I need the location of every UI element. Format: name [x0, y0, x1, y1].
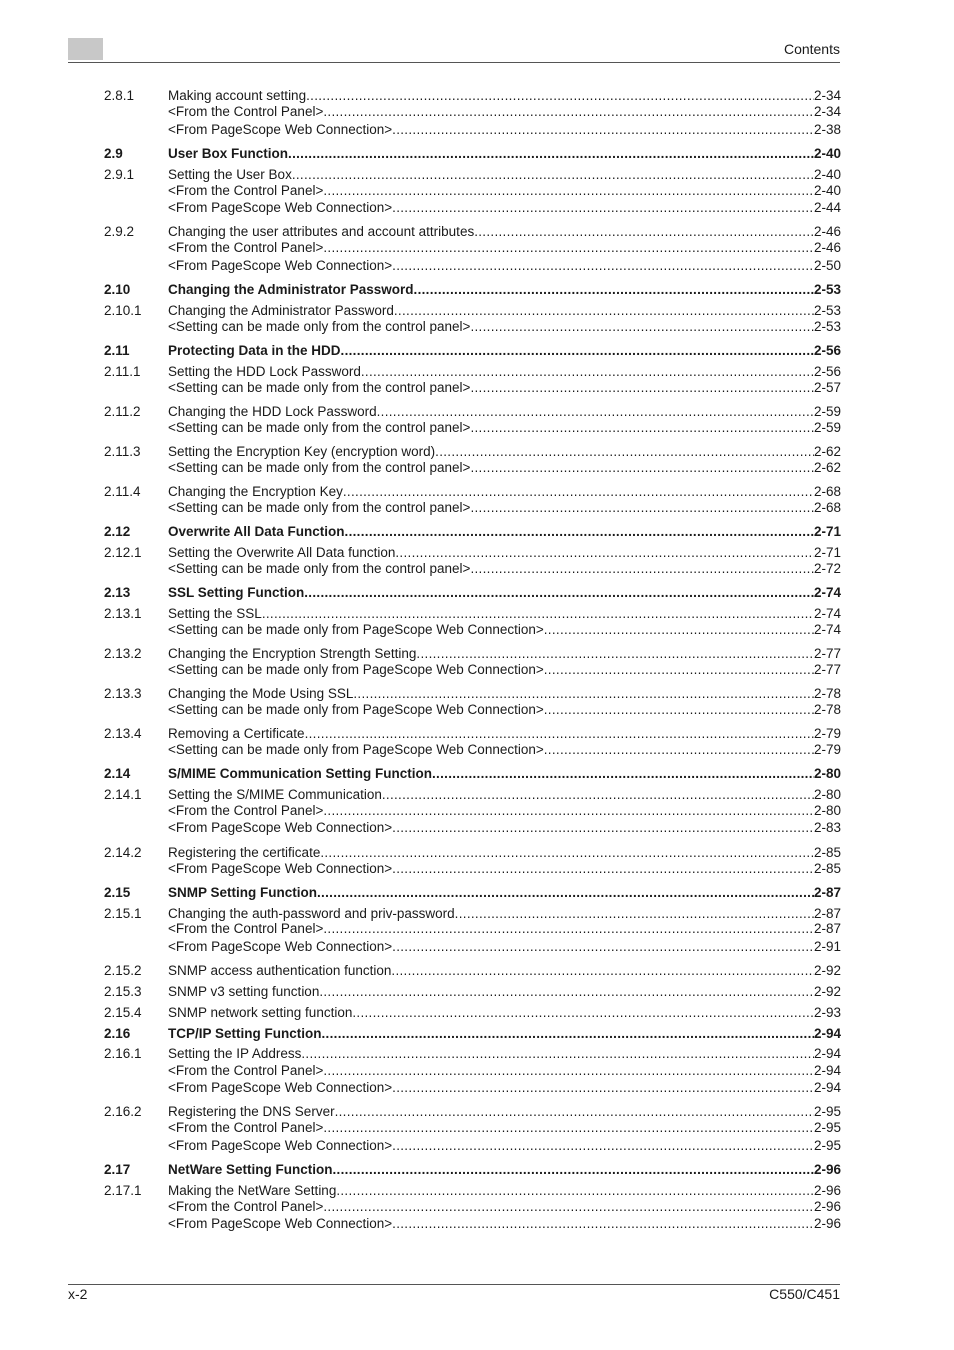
toc-entry-title: <From the Control Panel> [168, 1063, 324, 1078]
dot-leader [474, 224, 814, 240]
toc-entry-number: 2.10.1 [104, 303, 142, 318]
toc-entry-title: Changing the auth-password and priv-password [168, 906, 455, 921]
toc-entry-page: 2-80 [813, 803, 841, 818]
toc-entry-title: <From the Control Panel> [168, 803, 324, 818]
dot-leader [470, 319, 814, 335]
toc-entry-number: 2.16.2 [104, 1104, 142, 1119]
toc-entry-page: 2-92 [813, 963, 841, 978]
toc-entry-page: 2-94 [813, 1046, 841, 1061]
toc-entry-number: 2.13 [104, 585, 131, 600]
toc-entry-page: 2-56 [813, 364, 841, 379]
dot-leader [345, 524, 814, 540]
toc-entry-page: 2-95 [813, 1138, 841, 1153]
toc-entry-page: 2-94 [813, 1026, 841, 1041]
toc-entry-title: SNMP Setting Function [168, 885, 317, 900]
toc-entry-title: <Setting can be made only from PageScope Web Connection> [168, 702, 544, 717]
toc-entry-page: 2-87 [813, 885, 841, 900]
dot-leader [361, 364, 814, 380]
toc-entry[interactable] [104, 561, 841, 577]
toc-entry[interactable] [104, 921, 841, 937]
toc-entry[interactable] [104, 88, 841, 104]
toc-entry[interactable] [104, 820, 841, 836]
toc-entry-title: <From PageScope Web Connection> [168, 122, 393, 137]
toc-entry[interactable] [104, 845, 841, 861]
dot-leader [470, 420, 814, 436]
toc-entry[interactable] [104, 240, 841, 256]
toc-entry[interactable] [104, 906, 841, 922]
dot-leader [353, 686, 814, 702]
toc-entry-title: Removing a Certificate [168, 726, 305, 741]
toc-entry[interactable] [104, 104, 841, 120]
toc-entry-title: <From PageScope Web Connection> [168, 820, 393, 835]
dot-leader [377, 404, 814, 420]
dot-leader [544, 742, 814, 758]
toc-entry[interactable] [104, 500, 841, 516]
dot-leader [323, 1199, 814, 1215]
toc-entry-page: 2-74 [813, 585, 841, 600]
toc-entry-number: 2.8.1 [104, 88, 135, 103]
toc-entry[interactable] [104, 1216, 841, 1232]
toc-entry-title: Making the NetWare Setting [168, 1183, 337, 1198]
dot-leader [304, 585, 814, 601]
toc-entry-title: <From PageScope Web Connection> [168, 258, 393, 273]
toc-entry[interactable] [104, 420, 841, 436]
toc-entry-title: Setting the SSL [168, 606, 262, 621]
toc-entry[interactable] [104, 585, 841, 601]
dot-leader [262, 606, 814, 622]
toc-entry[interactable] [104, 1080, 841, 1096]
dot-leader [352, 1005, 814, 1021]
toc-entry-page: 2-85 [813, 861, 841, 876]
toc-entry-page: 2-40 [813, 167, 841, 182]
toc-entry-number: 2.15.1 [104, 906, 142, 921]
toc-entry-title: SNMP network setting function [168, 1005, 353, 1020]
toc-entry-number: 2.16.1 [104, 1046, 142, 1061]
toc-entry[interactable] [104, 1138, 841, 1154]
toc-entry-page: 2-92 [813, 984, 841, 999]
toc-entry-page: 2-71 [813, 545, 841, 560]
dot-leader [323, 1063, 814, 1079]
dot-leader [391, 963, 814, 979]
toc-entry-page: 2-95 [813, 1120, 841, 1135]
toc-entry-page: 2-80 [813, 787, 841, 802]
dot-leader [470, 460, 814, 476]
dot-leader [392, 820, 814, 836]
toc-entry[interactable] [104, 1005, 841, 1021]
toc-entry[interactable] [104, 258, 841, 274]
toc-entry-title: <Setting can be made only from the control panel> [168, 319, 471, 334]
toc-entry-page: 2-91 [813, 939, 841, 954]
dot-leader [392, 939, 814, 955]
toc-entry-title: <From the Control Panel> [168, 921, 324, 936]
dot-leader [333, 1162, 814, 1178]
toc-entry-number: 2.15.3 [104, 984, 142, 999]
toc-entry-number: 2.14 [104, 766, 131, 781]
toc-entry-title: <Setting can be made only from the control panel> [168, 420, 471, 435]
toc-entry[interactable] [104, 1026, 841, 1042]
toc-entry-page: 2-80 [813, 766, 841, 781]
toc-entry-page: 2-79 [813, 742, 841, 757]
toc-entry[interactable] [104, 146, 841, 162]
toc-entry[interactable] [104, 803, 841, 819]
toc-entry[interactable] [104, 545, 841, 561]
dot-leader [392, 122, 814, 138]
toc-entry[interactable] [104, 963, 841, 979]
toc-entry-page: 2-83 [813, 820, 841, 835]
toc-entry[interactable] [104, 662, 841, 678]
dot-leader [292, 167, 814, 183]
toc-entry[interactable] [104, 885, 841, 901]
toc-entry[interactable] [104, 524, 841, 540]
toc-entry-page: 2-38 [813, 122, 841, 137]
toc-entry-page: 2-78 [813, 686, 841, 701]
toc-entry[interactable] [104, 303, 841, 319]
toc-entry-number: 2.11.3 [104, 444, 141, 459]
toc-entry[interactable] [104, 319, 841, 335]
dot-leader [470, 380, 814, 396]
toc-entry-number: 2.11.2 [104, 404, 141, 419]
toc-entry-title: Setting the User Box [168, 167, 292, 182]
toc-entry[interactable] [104, 984, 841, 1000]
footer-rule [68, 1284, 840, 1285]
dot-leader [288, 146, 814, 162]
dot-leader [301, 1046, 814, 1062]
model-name: C550/C451 [769, 1286, 840, 1302]
toc-entry-page: 2-56 [813, 343, 841, 358]
toc-entry-title: Changing the Administrator Password [168, 303, 394, 318]
page-header-title: Contents [783, 41, 840, 57]
toc-entry[interactable] [104, 444, 841, 460]
dot-leader [544, 622, 814, 638]
dot-leader [395, 545, 814, 561]
toc-entry-page: 2-46 [813, 240, 841, 255]
toc-entry-title: <Setting can be made only from PageScope Web Connection> [168, 622, 544, 637]
toc-entry[interactable] [104, 1046, 841, 1062]
toc-entry-number: 2.15.2 [104, 963, 142, 978]
toc-entry-page: 2-93 [813, 1005, 841, 1020]
dot-leader [323, 921, 814, 937]
toc-entry-page: 2-87 [813, 906, 841, 921]
dot-leader [343, 484, 814, 500]
toc-entry-title: Changing the Encryption Key [168, 484, 343, 499]
toc-entry-title: <From PageScope Web Connection> [168, 1138, 393, 1153]
toc-entry-title: SSL Setting Function [168, 585, 305, 600]
toc-entry-title: Setting the Encryption Key (encryption word) [168, 444, 436, 459]
toc-entry-title: S/MIME Communication Setting Function [168, 766, 432, 781]
toc-entry[interactable] [104, 200, 841, 216]
toc-entry[interactable] [104, 404, 841, 420]
toc-entry-title: <From the Control Panel> [168, 1199, 324, 1214]
toc-entry-number: 2.13.1 [104, 606, 142, 621]
dot-leader [392, 1080, 814, 1096]
toc-entry-page: 2-96 [813, 1199, 841, 1214]
toc-entry-title: Changing the Encryption Strength Setting [168, 646, 417, 661]
toc-entry-number: 2.9.2 [104, 224, 135, 239]
toc-entry-title: Changing the Mode Using SSL [168, 686, 354, 701]
toc-entry-page: 2-72 [813, 561, 841, 576]
toc-entry[interactable] [104, 1199, 841, 1215]
toc-entry-title: <Setting can be made only from the control panel> [168, 380, 471, 395]
toc-entry-page: 2-46 [813, 224, 841, 239]
dot-leader [392, 1138, 814, 1154]
toc-entry-number: 2.10 [104, 282, 131, 297]
toc-entry-title: <Setting can be made only from PageScope Web Connection> [168, 742, 544, 757]
dot-leader [335, 1104, 814, 1120]
toc-entry[interactable] [104, 646, 841, 662]
toc-entry-number: 2.16 [104, 1026, 131, 1041]
toc-entry-page: 2-79 [813, 726, 841, 741]
dot-leader [392, 861, 814, 877]
toc-entry-page: 2-44 [813, 200, 841, 215]
toc-entry-title: <Setting can be made only from the control panel> [168, 561, 471, 576]
dot-leader [322, 1026, 814, 1042]
toc-entry-title: Protecting Data in the HDD [168, 343, 341, 358]
toc-entry-number: 2.11 [104, 343, 130, 358]
toc-entry-page: 2-78 [813, 702, 841, 717]
toc-entry-title: <From PageScope Web Connection> [168, 861, 393, 876]
toc-entry[interactable] [104, 1120, 841, 1136]
toc-entry-page: 2-59 [813, 404, 841, 419]
toc-entry-page: 2-85 [813, 845, 841, 860]
toc-entry-page: 2-53 [813, 319, 841, 334]
toc-entry-number: 2.15 [104, 885, 131, 900]
toc-entry[interactable] [104, 380, 841, 396]
toc-entry-title: Overwrite All Data Function [168, 524, 345, 539]
dot-leader [323, 104, 814, 120]
toc-entry-number: 2.13.2 [104, 646, 142, 661]
dot-leader [544, 702, 814, 718]
toc-entry[interactable] [104, 726, 841, 742]
dot-leader [323, 803, 814, 819]
toc-entry-title: User Box Function [168, 146, 289, 161]
toc-entry[interactable] [104, 282, 841, 298]
toc-entry[interactable] [104, 787, 841, 803]
toc-entry[interactable] [104, 606, 841, 622]
toc-entry[interactable] [104, 343, 841, 359]
toc-entry-title: <From PageScope Web Connection> [168, 1080, 393, 1095]
toc-entry-number: 2.9 [104, 146, 123, 161]
toc-entry[interactable] [104, 702, 841, 718]
toc-entry[interactable] [104, 122, 841, 138]
toc-entry[interactable] [104, 364, 841, 380]
toc-entry-page: 2-59 [813, 420, 841, 435]
toc-entry-number: 2.14.2 [104, 845, 142, 860]
toc-entry-page: 2-62 [813, 460, 841, 475]
toc-entry[interactable] [104, 460, 841, 476]
toc-entry-number: 2.15.4 [104, 1005, 142, 1020]
toc-entry-page: 2-68 [813, 500, 841, 515]
toc-entry-title: <From the Control Panel> [168, 183, 324, 198]
toc-entry-title: Changing the Administrator Password [168, 282, 414, 297]
toc-entry[interactable] [104, 861, 841, 877]
toc-entry-page: 2-94 [813, 1080, 841, 1095]
toc-entry-page: 2-71 [813, 524, 841, 539]
dot-leader [470, 561, 814, 577]
dot-leader [414, 282, 814, 298]
toc-entry-page: 2-40 [813, 146, 841, 161]
toc-entry-page: 2-34 [813, 88, 841, 103]
toc-entry-title: Changing the user attributes and account attributes [168, 224, 475, 239]
toc-entry[interactable] [104, 167, 841, 183]
toc-entry-title: Setting the S/MIME Communication [168, 787, 382, 802]
dot-leader [435, 444, 814, 460]
toc-entry[interactable] [104, 939, 841, 955]
dot-leader [432, 766, 814, 782]
toc-entry[interactable] [104, 622, 841, 638]
toc-entry-title: <From PageScope Web Connection> [168, 200, 393, 215]
toc-entry-number: 2.13.4 [104, 726, 142, 741]
dot-leader [544, 662, 814, 678]
page-number: x-2 [68, 1286, 88, 1302]
toc-entry-page: 2-96 [813, 1216, 841, 1231]
toc-entry-page: 2-96 [813, 1162, 841, 1177]
dot-leader [320, 845, 814, 861]
dot-leader [317, 885, 814, 901]
toc-entry-title: Registering the certificate [168, 845, 321, 860]
dot-leader [341, 343, 814, 359]
toc-entry-page: 2-77 [813, 646, 841, 661]
toc-entry-page: 2-40 [813, 183, 841, 198]
toc-entry-page: 2-95 [813, 1104, 841, 1119]
toc-entry-number: 2.14.1 [104, 787, 142, 802]
toc-entry-title: NetWare Setting Function [168, 1162, 333, 1177]
toc-entry-title: <From the Control Panel> [168, 240, 324, 255]
dot-leader [323, 240, 814, 256]
toc-entry-page: 2-53 [813, 303, 841, 318]
toc-entry-page: 2-53 [813, 282, 841, 297]
toc-entry-title: Setting the IP Address [168, 1046, 302, 1061]
toc-entry-number: 2.9.1 [104, 167, 135, 182]
toc-entry-title: <Setting can be made only from the control panel> [168, 460, 471, 475]
toc-entry-title: Registering the DNS Server [168, 1104, 335, 1119]
toc-entry[interactable] [104, 1162, 841, 1178]
toc-entry-title: <From the Control Panel> [168, 104, 324, 119]
toc-entry-page: 2-87 [813, 921, 841, 936]
toc-entry[interactable] [104, 766, 841, 782]
toc-entry[interactable] [104, 1183, 841, 1199]
dot-leader [305, 726, 814, 742]
toc-entry-page: 2-94 [813, 1063, 841, 1078]
toc-entry-number: 2.17.1 [104, 1183, 142, 1198]
toc-entry[interactable] [104, 742, 841, 758]
toc-entry-page: 2-77 [813, 662, 841, 677]
dot-leader [392, 258, 814, 274]
dot-leader [470, 500, 814, 516]
toc-entry[interactable] [104, 224, 841, 240]
toc-entry-page: 2-34 [813, 104, 841, 119]
dot-leader [382, 787, 814, 803]
dot-leader [392, 200, 814, 216]
toc-entry-title: Setting the Overwrite All Data function [168, 545, 396, 560]
toc-entry-title: SNMP v3 setting function [168, 984, 320, 999]
dot-leader [336, 1183, 814, 1199]
toc-entry-page: 2-74 [813, 622, 841, 637]
toc-entry-number: 2.17 [104, 1162, 131, 1177]
toc-entry-page: 2-50 [813, 258, 841, 273]
toc-entry-number: 2.11.1 [104, 364, 141, 379]
toc-entry-number: 2.13.3 [104, 686, 142, 701]
dot-leader [319, 984, 814, 1000]
toc-entry[interactable] [104, 1104, 841, 1120]
toc-entry-title: <From the Control Panel> [168, 1120, 324, 1135]
toc-entry-title: <Setting can be made only from the control panel> [168, 500, 471, 515]
toc-entry-page: 2-57 [813, 380, 841, 395]
toc-entry-title: Changing the HDD Lock Password [168, 404, 377, 419]
dot-leader [323, 1120, 814, 1136]
toc-entry-title: Setting the HDD Lock Password [168, 364, 361, 379]
dot-leader [455, 906, 814, 922]
dot-leader [306, 88, 814, 104]
toc-entry-number: 2.12 [104, 524, 131, 539]
toc-entry[interactable] [104, 484, 841, 500]
toc-entry-page: 2-74 [813, 606, 841, 621]
toc-entry-number: 2.12.1 [104, 545, 142, 560]
toc-entry[interactable] [104, 183, 841, 199]
toc-entry-page: 2-62 [813, 444, 841, 459]
dot-leader [416, 646, 814, 662]
toc-entry-title: <From PageScope Web Connection> [168, 1216, 393, 1231]
toc-entry-title: <Setting can be made only from PageScope Web Connection> [168, 662, 544, 677]
toc-entry-title: <From PageScope Web Connection> [168, 939, 393, 954]
toc-entry-number: 2.11.4 [104, 484, 141, 499]
dot-leader [323, 183, 814, 199]
dot-leader [392, 1216, 814, 1232]
toc-entry-page: 2-96 [813, 1183, 841, 1198]
toc-entry-title: TCP/IP Setting Function [168, 1026, 322, 1041]
toc-entry-title: SNMP access authentication function [168, 963, 392, 978]
toc-entry[interactable] [104, 1063, 841, 1079]
toc-entry-title: Making account setting [168, 88, 307, 103]
toc-entry-page: 2-68 [813, 484, 841, 499]
toc-entry[interactable] [104, 686, 841, 702]
dot-leader [394, 303, 814, 319]
